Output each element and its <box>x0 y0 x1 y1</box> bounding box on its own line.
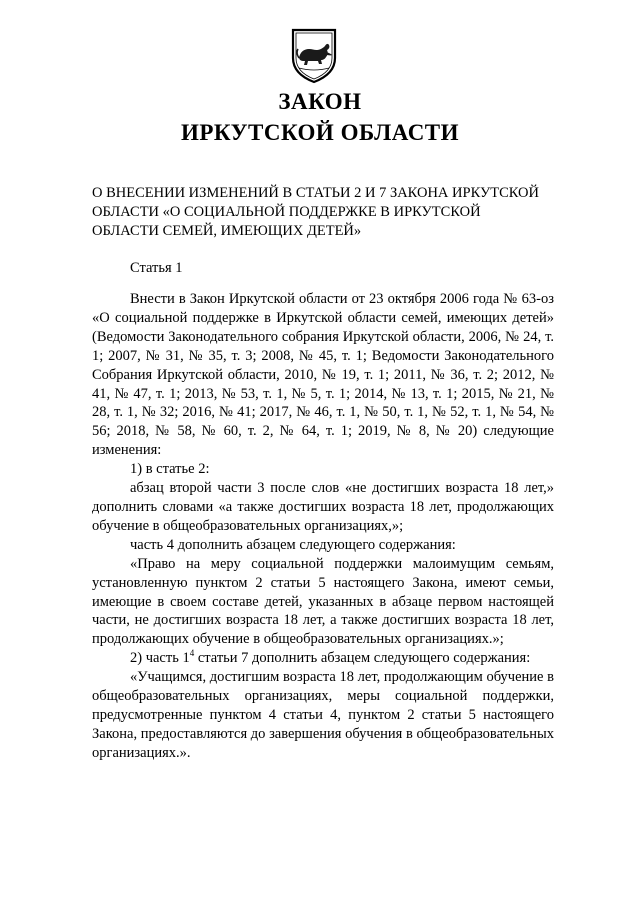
paragraph-intro: Внести в Закон Иркутской области от 23 октября 2006 года № 63-оз «О социальной поддержке в Иркутской области семей, имеющих детей» (Ведомости Законодательного собрания Иркутской области, 2006, № 24, т. 1; 2007, № 31, № 35, т. 3; 2008, № 45, т. 1; Ведомости Законодательного Собрания Иркутской области, 2010, № 19, т. 1; 2011, № 36, т. 2; 2012, № 41, № 47, т. 1; 2013, № 53, т. 1, № 5, т. 1; 2014, № 13, т. 1; 2015, № 21, № 28, т. 1, № 32; 2016, № 41; 2017, № 46, т. 1, № 50, т. 1, № 52, т. 1, № 54, № 56; 2018, № 58, № 60, т. 2, № 64, т. 1; 2019, № 8, № 20) следующие изменения: <box>92 291 554 459</box>
item-2-prefix: 2) часть 1 <box>130 650 190 667</box>
article-body <box>92 290 554 763</box>
law-subject-heading: О ВНЕСЕНИИ ИЗМЕНЕНИЙ В СТАТЬИ 2 И 7 ЗАКОНА ИРКУТСКОЙ ОБЛАСТИ «О СОЦИАЛЬНОЙ ПОДДЕРЖКЕ В ИРКУТСКОЙ ОБЛАСТИ СЕМЕЙ, ИМЕЮЩИХ ДЕТЕЙ» <box>92 185 539 239</box>
document-type-title: ЗАКОН <box>278 89 362 114</box>
paragraph-item-1: 1) в статье 2: <box>130 461 210 478</box>
paragraph-item-2 <box>92 649 554 668</box>
paragraph-amendment-part-4: часть 4 дополнить абзацем следующего содержания: <box>130 536 456 553</box>
coat-of-arms-icon <box>290 28 338 84</box>
item-2-suffix: статьи 7 дополнить абзацем следующего содержания: <box>194 650 531 667</box>
paragraph-amendment-part-3: абзац второй части 3 после слов «не достигших возраста 18 лет,» дополнить словами «а также достигших возраста 18 лет, продолжающих обучение в общеобразовательных организациях,»; <box>92 480 554 534</box>
issuer-title: ИРКУТСКОЙ ОБЛАСТИ <box>180 120 460 145</box>
paragraph-quoted-text-2: «Учащимся, достигшим возраста 18 лет, продолжающим обучение в общеобразовательных организациях, меры социальной поддержки, предусмотренные пунктом 4 статьи 4, пунктом 2 статьи 5 настоящего Закона, предоставляются до завершения обучения в общеобразовательных организациях.». <box>92 669 554 761</box>
paragraph-quoted-text-1: «Право на меру социальной поддержки малоимущим семьям, установленную пунктом 2 статьи 5 настоящего Закона, имеют семьи, имеющие в своем составе детей, указанных в абзаце первом настоящей части, не достигших возраста 18 лет, а также достигших возраста 18 лет, продолжающих обучение в общеобразовательных организациях.»; <box>92 555 554 648</box>
article-heading: Статья 1 <box>130 260 183 276</box>
shield-emblem-icon <box>290 28 338 84</box>
item-2-superscript: 4 <box>189 648 195 659</box>
